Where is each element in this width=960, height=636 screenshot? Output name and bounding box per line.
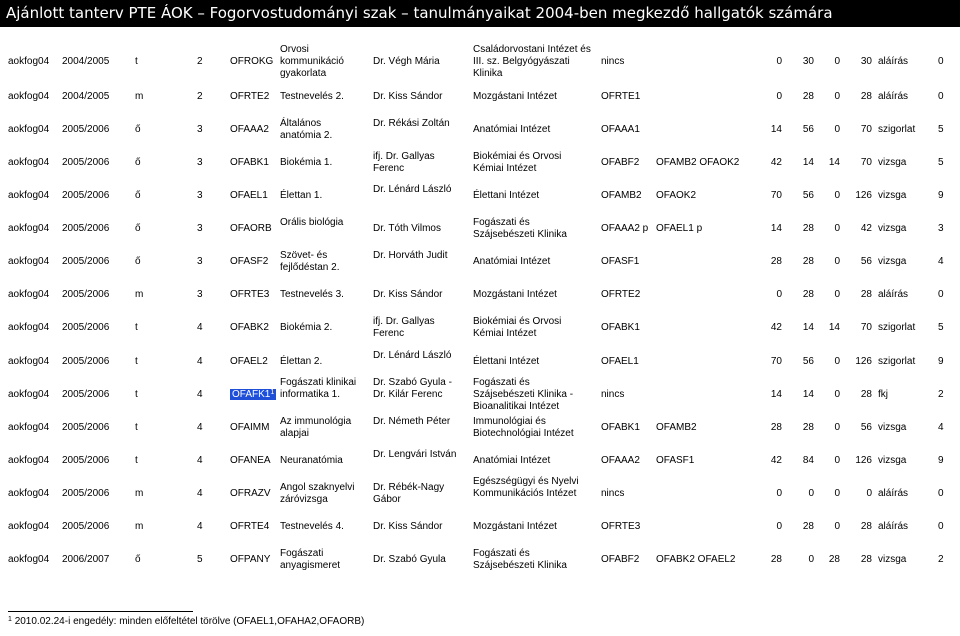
- total-hours-cell: 30: [860, 56, 872, 67]
- prereq1-cell: OFABK1: [601, 322, 640, 333]
- semester-cell: 3: [197, 190, 203, 201]
- lecturer-cell: Dr. Kiss Sándor: [373, 91, 443, 102]
- prereq1-cell: OFRTE1: [601, 91, 641, 102]
- year-cell: 2005/2006: [62, 157, 110, 168]
- department-cell: Élettani Intézet: [473, 356, 540, 367]
- exam-type-cell: vizsga: [878, 554, 907, 565]
- code-cell: aokfog04: [8, 289, 50, 300]
- year-cell: 2005/2006: [62, 521, 110, 532]
- total-hours-cell: 28: [860, 91, 872, 102]
- code-cell: aokfog04: [8, 223, 50, 234]
- course-name-cell: Orvosi kommunikáció gyakorlata: [280, 44, 344, 79]
- exam-type-cell: fkj: [878, 389, 888, 400]
- course-name-cell: Neuranatómia: [280, 455, 343, 466]
- page-title: Ajánlott tanterv PTE ÁOK – Fogorvostudományi szak – tanulmányaikat 2004-ben megkezdő hallgatók számára: [0, 0, 960, 27]
- course-name-cell: Élettan 1.: [280, 190, 323, 201]
- seminar-hours-cell: 28: [802, 223, 814, 234]
- department-cell: Anatómiai Intézet: [473, 455, 551, 466]
- type-cell: ő: [135, 157, 141, 168]
- semester-cell: 2: [197, 56, 203, 67]
- department-cell: Élettani Intézet: [473, 190, 540, 201]
- department-cell: Mozgástani Intézet: [473, 91, 557, 102]
- code-cell: aokfog04: [8, 124, 50, 135]
- lecture-hours-cell: 28: [770, 554, 782, 565]
- type-cell: ő: [135, 554, 141, 565]
- practice-hours-cell: 28: [828, 554, 840, 565]
- exam-type-cell: aláírás: [878, 91, 909, 102]
- course-code-cell: OFRTE4: [230, 521, 270, 532]
- prereq1-cell: nincs: [601, 389, 625, 400]
- type-cell: t: [135, 356, 138, 367]
- department-cell: Mozgástani Intézet: [473, 289, 557, 300]
- practice-hours-cell: 0: [834, 256, 840, 267]
- total-hours-cell: 126: [855, 190, 872, 201]
- course-code-cell: OFASF2: [230, 256, 269, 267]
- credits-cell: 0: [938, 56, 944, 67]
- course-name-cell: Élettan 2.: [280, 356, 323, 367]
- type-cell: m: [135, 521, 144, 532]
- semester-cell: 5: [197, 554, 203, 565]
- seminar-hours-cell: 28: [802, 256, 814, 267]
- course-code-cell: OFRTE3: [230, 289, 270, 300]
- credits-cell: 5: [938, 157, 944, 168]
- footnote: [8, 616, 364, 627]
- department-cell: Anatómiai Intézet: [473, 124, 551, 135]
- course-name-cell: Testnevelés 4.: [280, 521, 344, 532]
- code-cell: aokfog04: [8, 322, 50, 333]
- department-cell: Fogászati és Szájsebészeti Klinika: [473, 548, 567, 571]
- course-name-cell: Testnevelés 3.: [280, 289, 344, 300]
- code-cell: aokfog04: [8, 190, 50, 201]
- seminar-hours-cell: 56: [802, 356, 814, 367]
- total-hours-cell: 28: [860, 289, 872, 300]
- type-cell: ő: [135, 190, 141, 201]
- credits-cell: 4: [938, 422, 944, 433]
- course-code-cell: OFAEL1: [230, 190, 268, 201]
- course-name-cell: Biokémia 1.: [280, 157, 333, 168]
- prereq1-cell: OFABF2: [601, 554, 640, 565]
- course-code-cell: [230, 389, 276, 400]
- code-cell: aokfog04: [8, 422, 50, 433]
- semester-cell: 3: [197, 124, 203, 135]
- semester-cell: 4: [197, 455, 203, 466]
- code-cell: aokfog04: [8, 455, 50, 466]
- lecture-hours-cell: 14: [770, 124, 782, 135]
- semester-cell: 3: [197, 289, 203, 300]
- prereq1-cell: OFABF2: [601, 157, 640, 168]
- course-code-cell: OFAORB: [230, 223, 272, 234]
- lecturer-cell: Dr. Lengvári István: [373, 449, 457, 460]
- course-name-cell: Általános anatómia 2.: [280, 118, 333, 141]
- prereq2-cell: OFAEL1 p: [656, 223, 703, 234]
- lecture-hours-cell: 0: [776, 521, 782, 532]
- credits-cell: 9: [938, 356, 944, 367]
- practice-hours-cell: 0: [834, 422, 840, 433]
- course-code-cell: OFPANY: [230, 554, 271, 565]
- practice-hours-cell: 0: [834, 124, 840, 135]
- course-code-cell: OFAAA2: [230, 124, 269, 135]
- code-cell: aokfog04: [8, 256, 50, 267]
- total-hours-cell: 28: [860, 521, 872, 532]
- type-cell: m: [135, 289, 144, 300]
- credits-cell: 5: [938, 124, 944, 135]
- lecture-hours-cell: 28: [770, 256, 782, 267]
- lecturer-cell: Dr. Lénárd László: [373, 184, 452, 195]
- lecturer-cell: ifj. Dr. Gallyas Ferenc: [373, 316, 435, 339]
- practice-hours-cell: 14: [828, 322, 840, 333]
- department-cell: Biokémiai és Orvosi Kémiai Intézet: [473, 151, 562, 174]
- course-code-cell: OFRAZV: [230, 488, 271, 499]
- year-cell: 2005/2006: [62, 488, 110, 499]
- credits-cell: 5: [938, 322, 944, 333]
- seminar-hours-cell: 14: [802, 389, 814, 400]
- year-cell: 2005/2006: [62, 322, 110, 333]
- exam-type-cell: vizsga: [878, 455, 907, 466]
- lecture-hours-cell: 42: [770, 157, 782, 168]
- prereq2-cell: OFAMB2 OFAOK2: [656, 157, 740, 168]
- lecture-hours-cell: 70: [770, 190, 782, 201]
- lecturer-cell: Dr. Rébék-Nagy Gábor: [373, 482, 445, 505]
- seminar-hours-cell: 56: [802, 190, 814, 201]
- course-code-cell: OFABK1: [230, 157, 269, 168]
- department-cell: Egészségügyi és Nyelvi Kommunikációs Intézet: [473, 476, 579, 499]
- semester-cell: 4: [197, 521, 203, 532]
- exam-type-cell: vizsga: [878, 422, 907, 433]
- semester-cell: 3: [197, 223, 203, 234]
- code-cell: aokfog04: [8, 91, 50, 102]
- department-cell: Családorvostani Intézet és III. sz. Belgyógyászati Klinika: [473, 44, 591, 79]
- year-cell: 2005/2006: [62, 256, 110, 267]
- total-hours-cell: 70: [860, 157, 872, 168]
- type-cell: t: [135, 422, 138, 433]
- department-cell: Anatómiai Intézet: [473, 256, 551, 267]
- prereq1-cell: nincs: [601, 488, 625, 499]
- year-cell: 2004/2005: [62, 91, 110, 102]
- practice-hours-cell: 0: [834, 521, 840, 532]
- lecture-hours-cell: 0: [776, 488, 782, 499]
- course-code-cell: OFAEL2: [230, 356, 268, 367]
- practice-hours-cell: 0: [834, 356, 840, 367]
- practice-hours-cell: 0: [834, 56, 840, 67]
- year-cell: 2005/2006: [62, 422, 110, 433]
- practice-hours-cell: 0: [834, 190, 840, 201]
- course-name-cell: Orális biológia: [280, 217, 344, 228]
- lecturer-cell: Dr. Rékási Zoltán: [373, 118, 450, 129]
- seminar-hours-cell: 84: [802, 455, 814, 466]
- credits-cell: 0: [938, 488, 944, 499]
- lecturer-cell: ifj. Dr. Gallyas Ferenc: [373, 151, 435, 174]
- practice-hours-cell: 0: [834, 289, 840, 300]
- lecturer-cell: Dr. Tóth Vilmos: [373, 223, 441, 234]
- code-cell: aokfog04: [8, 554, 50, 565]
- year-cell: 2005/2006: [62, 223, 110, 234]
- lecture-hours-cell: 28: [770, 422, 782, 433]
- footnote-reference: 1: [270, 389, 275, 396]
- seminar-hours-cell: 28: [802, 91, 814, 102]
- credits-cell: 2: [938, 554, 944, 565]
- course-name-cell: Fogászati anyagismeret: [280, 548, 341, 571]
- exam-type-cell: aláírás: [878, 521, 909, 532]
- department-cell: Fogászati és Szájsebészeti Klinika - Bioanalitikai Intézet: [473, 377, 574, 412]
- lecturer-cell: Dr. Horváth Judit: [373, 250, 448, 261]
- course-code-cell: OFROKG: [230, 56, 274, 67]
- year-cell: 2005/2006: [62, 289, 110, 300]
- semester-cell: 4: [197, 389, 203, 400]
- credits-cell: 9: [938, 190, 944, 201]
- semester-cell: 4: [197, 422, 203, 433]
- credits-cell: 9: [938, 455, 944, 466]
- lecturer-cell: Dr. Lénárd László: [373, 350, 452, 361]
- course-name-cell: Testnevelés 2.: [280, 91, 344, 102]
- type-cell: m: [135, 91, 144, 102]
- year-cell: 2006/2007: [62, 554, 110, 565]
- total-hours-cell: 28: [860, 554, 872, 565]
- practice-hours-cell: 14: [828, 157, 840, 168]
- lecture-hours-cell: 42: [770, 322, 782, 333]
- footnote-marker: 1: [8, 616, 12, 623]
- credits-cell: 2: [938, 389, 944, 400]
- prereq1-cell: OFAAA1: [601, 124, 640, 135]
- credits-cell: 0: [938, 91, 944, 102]
- course-code-cell: OFRTE2: [230, 91, 270, 102]
- department-cell: Immunológiai és Biotechnológiai Intézet: [473, 416, 574, 439]
- practice-hours-cell: 0: [834, 91, 840, 102]
- prereq2-cell: OFABK2 OFAEL2: [656, 554, 736, 565]
- lecture-hours-cell: 42: [770, 455, 782, 466]
- department-cell: Biokémiai és Orvosi Kémiai Intézet: [473, 316, 562, 339]
- course-code-cell: OFAIMM: [230, 422, 270, 433]
- type-cell: t: [135, 389, 138, 400]
- exam-type-cell: szigorlat: [878, 356, 916, 367]
- lecturer-cell: Dr. Kiss Sándor: [373, 521, 443, 532]
- exam-type-cell: vizsga: [878, 223, 907, 234]
- lecture-hours-cell: 14: [770, 223, 782, 234]
- exam-type-cell: vizsga: [878, 256, 907, 267]
- seminar-hours-cell: 0: [808, 554, 814, 565]
- semester-cell: 4: [197, 356, 203, 367]
- course-name-cell: Az immunológia alapjai: [280, 416, 352, 439]
- semester-cell: 4: [197, 322, 203, 333]
- seminar-hours-cell: 0: [808, 488, 814, 499]
- year-cell: 2004/2005: [62, 56, 110, 67]
- code-cell: aokfog04: [8, 157, 50, 168]
- seminar-hours-cell: 28: [802, 289, 814, 300]
- prereq2-cell: OFAMB2: [656, 422, 697, 433]
- lecture-hours-cell: 0: [776, 289, 782, 300]
- department-cell: Mozgástani Intézet: [473, 521, 557, 532]
- year-cell: 2005/2006: [62, 190, 110, 201]
- practice-hours-cell: 0: [834, 223, 840, 234]
- lecture-hours-cell: 70: [770, 356, 782, 367]
- total-hours-cell: 0: [866, 488, 872, 499]
- course-name-cell: Szövet- és fejlődéstan 2.: [280, 250, 340, 273]
- exam-type-cell: aláírás: [878, 56, 909, 67]
- seminar-hours-cell: 28: [802, 422, 814, 433]
- credits-cell: 0: [938, 521, 944, 532]
- total-hours-cell: 56: [860, 256, 872, 267]
- lecturer-cell: Dr. Németh Péter: [373, 416, 451, 427]
- course-code-cell: OFABK2: [230, 322, 269, 333]
- footnote-divider: [8, 611, 193, 612]
- semester-cell: 2: [197, 91, 203, 102]
- lecturer-cell: Dr. Szabó Gyula: [373, 554, 446, 565]
- prereq1-cell: OFAEL1: [601, 356, 639, 367]
- prereq2-cell: OFASF1: [656, 455, 695, 466]
- course-name-cell: Angol szaknyelvi záróvizsga: [280, 482, 355, 505]
- code-cell: aokfog04: [8, 56, 50, 67]
- type-cell: m: [135, 488, 144, 499]
- prereq2-cell: OFAOK2: [656, 190, 697, 201]
- seminar-hours-cell: 30: [802, 56, 814, 67]
- practice-hours-cell: 0: [834, 488, 840, 499]
- lecture-hours-cell: 14: [770, 389, 782, 400]
- total-hours-cell: 70: [860, 124, 872, 135]
- practice-hours-cell: 0: [834, 389, 840, 400]
- prereq1-cell: OFASF1: [601, 256, 640, 267]
- type-cell: t: [135, 455, 138, 466]
- credits-cell: 4: [938, 256, 944, 267]
- type-cell: ő: [135, 124, 141, 135]
- exam-type-cell: szigorlat: [878, 322, 916, 333]
- prereq1-cell: OFRTE3: [601, 521, 641, 532]
- code-cell: aokfog04: [8, 389, 50, 400]
- lecturer-cell: Dr. Szabó Gyula - Dr. Kilár Ferenc: [373, 377, 452, 400]
- course-name-cell: Biokémia 2.: [280, 322, 333, 333]
- seminar-hours-cell: 14: [802, 157, 814, 168]
- credits-cell: 0: [938, 289, 944, 300]
- total-hours-cell: 56: [860, 422, 872, 433]
- prereq1-cell: OFAAA2 p: [601, 223, 649, 234]
- seminar-hours-cell: 14: [802, 322, 814, 333]
- total-hours-cell: 42: [860, 223, 872, 234]
- seminar-hours-cell: 56: [802, 124, 814, 135]
- prereq1-cell: OFABK1: [601, 422, 640, 433]
- exam-type-cell: szigorlat: [878, 124, 916, 135]
- semester-cell: 3: [197, 157, 203, 168]
- type-cell: t: [135, 322, 138, 333]
- prereq1-cell: nincs: [601, 56, 625, 67]
- practice-hours-cell: 0: [834, 455, 840, 466]
- semester-cell: 4: [197, 488, 203, 499]
- year-cell: 2005/2006: [62, 389, 110, 400]
- code-cell: aokfog04: [8, 356, 50, 367]
- year-cell: 2005/2006: [62, 455, 110, 466]
- type-cell: t: [135, 56, 138, 67]
- total-hours-cell: 126: [855, 356, 872, 367]
- lecture-hours-cell: 0: [776, 91, 782, 102]
- footnote-text: 2010.02.24-i engedély: minden előfeltétel törölve (OFAEL1,OFAHA2,OFAORB): [14, 616, 365, 627]
- exam-type-cell: vizsga: [878, 190, 907, 201]
- semester-cell: 3: [197, 256, 203, 267]
- code-cell: aokfog04: [8, 488, 50, 499]
- type-cell: ő: [135, 256, 141, 267]
- total-hours-cell: 126: [855, 455, 872, 466]
- course-code-cell: OFANEA: [230, 455, 271, 466]
- year-cell: 2005/2006: [62, 356, 110, 367]
- seminar-hours-cell: 28: [802, 521, 814, 532]
- prereq1-cell: OFAMB2: [601, 190, 642, 201]
- department-cell: Fogászati és Szájsebészeti Klinika: [473, 217, 567, 240]
- exam-type-cell: aláírás: [878, 488, 909, 499]
- lecturer-cell: Dr. Végh Mária: [373, 56, 440, 67]
- total-hours-cell: 28: [860, 389, 872, 400]
- exam-type-cell: aláírás: [878, 289, 909, 300]
- total-hours-cell: 70: [860, 322, 872, 333]
- year-cell: 2005/2006: [62, 124, 110, 135]
- lecture-hours-cell: 0: [776, 56, 782, 67]
- type-cell: ő: [135, 223, 141, 234]
- exam-type-cell: vizsga: [878, 157, 907, 168]
- course-name-cell: Fogászati klinikai informatika 1.: [280, 377, 357, 400]
- lecturer-cell: Dr. Kiss Sándor: [373, 289, 443, 300]
- prereq1-cell: OFAAA2: [601, 455, 640, 466]
- course-code-text: OFAFK1: [232, 389, 271, 400]
- credits-cell: 3: [938, 223, 944, 234]
- code-cell: aokfog04: [8, 521, 50, 532]
- prereq1-cell: OFRTE2: [601, 289, 641, 300]
